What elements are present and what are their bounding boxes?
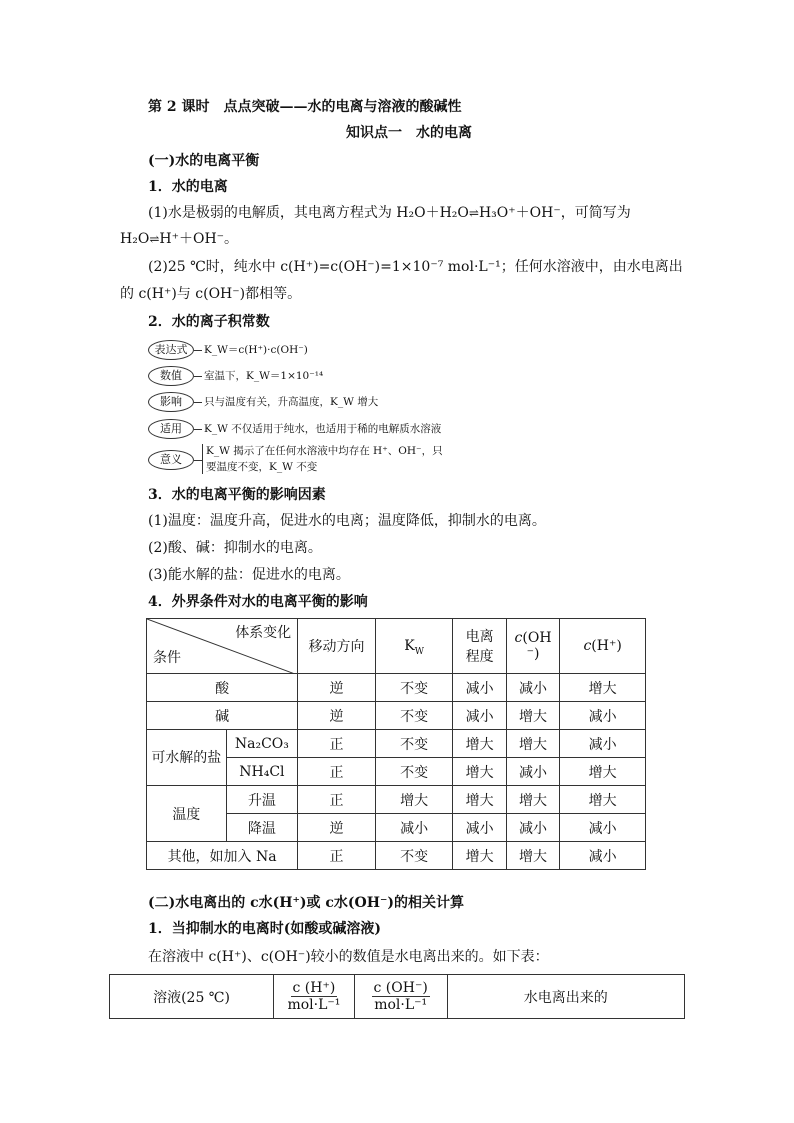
table-row: 可水解的盐 Na₂CO₃ 正 不变 增大 增大 减小 (147, 730, 646, 758)
heading-inhibit: 1．当抑制水的电离时(如酸或碱溶液) (148, 921, 381, 937)
table-row: 碱 逆 不变 减小 增大 减小 (147, 702, 646, 730)
column-header: $K_W$ (375, 619, 453, 674)
mindmap-node: 影响 (148, 392, 194, 412)
table-row: 降温 逆 减小 减小 减小 减小 (147, 814, 646, 842)
header-condition: 条件 (153, 650, 181, 666)
heading-water-ionization: 1．水的电离 (148, 179, 228, 195)
equilibrium-arrow-icon: ⇌ (149, 232, 160, 246)
column-header: 移动方向 (298, 619, 376, 674)
mindmap-text: 只与温度有关，升高温度，K_W 增大 (204, 396, 379, 408)
mindmap-text: K_W＝c(H⁺)·c(OH⁻) (204, 344, 308, 356)
mindmap-node: 意义 (148, 450, 194, 470)
factor-acid-base: (2)酸、碱：抑制水的电离。 (148, 540, 322, 556)
section-title: 知识点一 水的电离 (346, 125, 472, 141)
mindmap-node: 适用 (148, 419, 194, 439)
part-two-heading: (二)水电离出的 c水(H⁺)或 c水(OH⁻)的相关计算 (148, 895, 464, 911)
factor-salt: (3)能水解的盐：促进水的电离。 (148, 567, 350, 583)
header-system-change: 体系变化 (235, 625, 292, 641)
heading-ion-product: 2．水的离子积常数 (148, 314, 270, 330)
column-header: 水电离出来的 (447, 975, 684, 1019)
table-row: NH₄Cl 正 不变 增大 减小 增大 (147, 758, 646, 786)
table-diagonal-header (147, 619, 298, 674)
calculation-table (109, 974, 685, 1019)
column-header: c (H⁺) mol·L⁻¹ (274, 975, 355, 1019)
conditions-table (146, 618, 646, 870)
paragraph-pure-water-cont: 的 c(H⁺)与 c(OH⁻)都相等。 (120, 286, 302, 302)
mindmap-node: 数值 (148, 366, 194, 386)
paragraph-simplified-equation: H₂O⇌H⁺＋OH⁻。 (120, 231, 239, 247)
lesson-title: 第 2 课时 点点突破——水的电离与溶液的酸碱性 (148, 99, 462, 115)
paragraph-inhibit: 在溶液中 c(H⁺)、c(OH⁻)较小的数值是水电离出来的。如下表： (148, 949, 549, 965)
factor-temperature: (1)温度：温度升高，促进水的电离；温度降低，抑制水的电离。 (148, 513, 546, 529)
paragraph-ionization-equation: (1)水是极弱的电解质，其电离方程式为 H₂O＋H₂O⇌H₃O⁺＋OH⁻，可简写为 (148, 205, 631, 221)
column-header: 电离 程度 (453, 619, 506, 674)
mindmap-node: 表达式 (148, 340, 194, 360)
column-header: c(OH ⁻) (506, 619, 559, 674)
column-header: 溶液(25 ℃) (110, 975, 274, 1019)
part-one-heading: (一)水的电离平衡 (148, 153, 260, 169)
table-row: 酸 逆 不变 减小 减小 增大 (147, 674, 646, 702)
paragraph-pure-water: (2)25 ℃时，纯水中 c(H⁺)=c(OH⁻)=1×10⁻⁷ mol·L⁻¹；任何水溶液中，由水电离出 (148, 259, 683, 275)
table-row: 其他，如加入 Na 正 不变 增大 增大 减小 (147, 842, 646, 870)
heading-external-conditions: 4．外界条件对水的电离平衡的影响 (148, 594, 368, 610)
equilibrium-arrow-icon: ⇌ (468, 206, 479, 220)
mindmap-text: K_W 不仅适用于纯水，也适用于稀的电解质水溶液 (204, 423, 442, 435)
heading-influence-factors: 3．水的电离平衡的影响因素 (148, 487, 326, 503)
mindmap-text: 室温下，K_W＝1×10⁻¹⁴ (204, 370, 324, 382)
mindmap-text: 要温度不变，K_W 不变 (206, 461, 318, 473)
column-header: c (OH⁻) mol·L⁻¹ (354, 975, 447, 1019)
column-header: c(H⁺) (560, 619, 646, 674)
mindmap-text: K_W 揭示了在任何水溶液中均存在 H⁺、OH⁻，只 (206, 445, 443, 457)
table-row: 温度 升温 正 增大 增大 增大 增大 (147, 786, 646, 814)
